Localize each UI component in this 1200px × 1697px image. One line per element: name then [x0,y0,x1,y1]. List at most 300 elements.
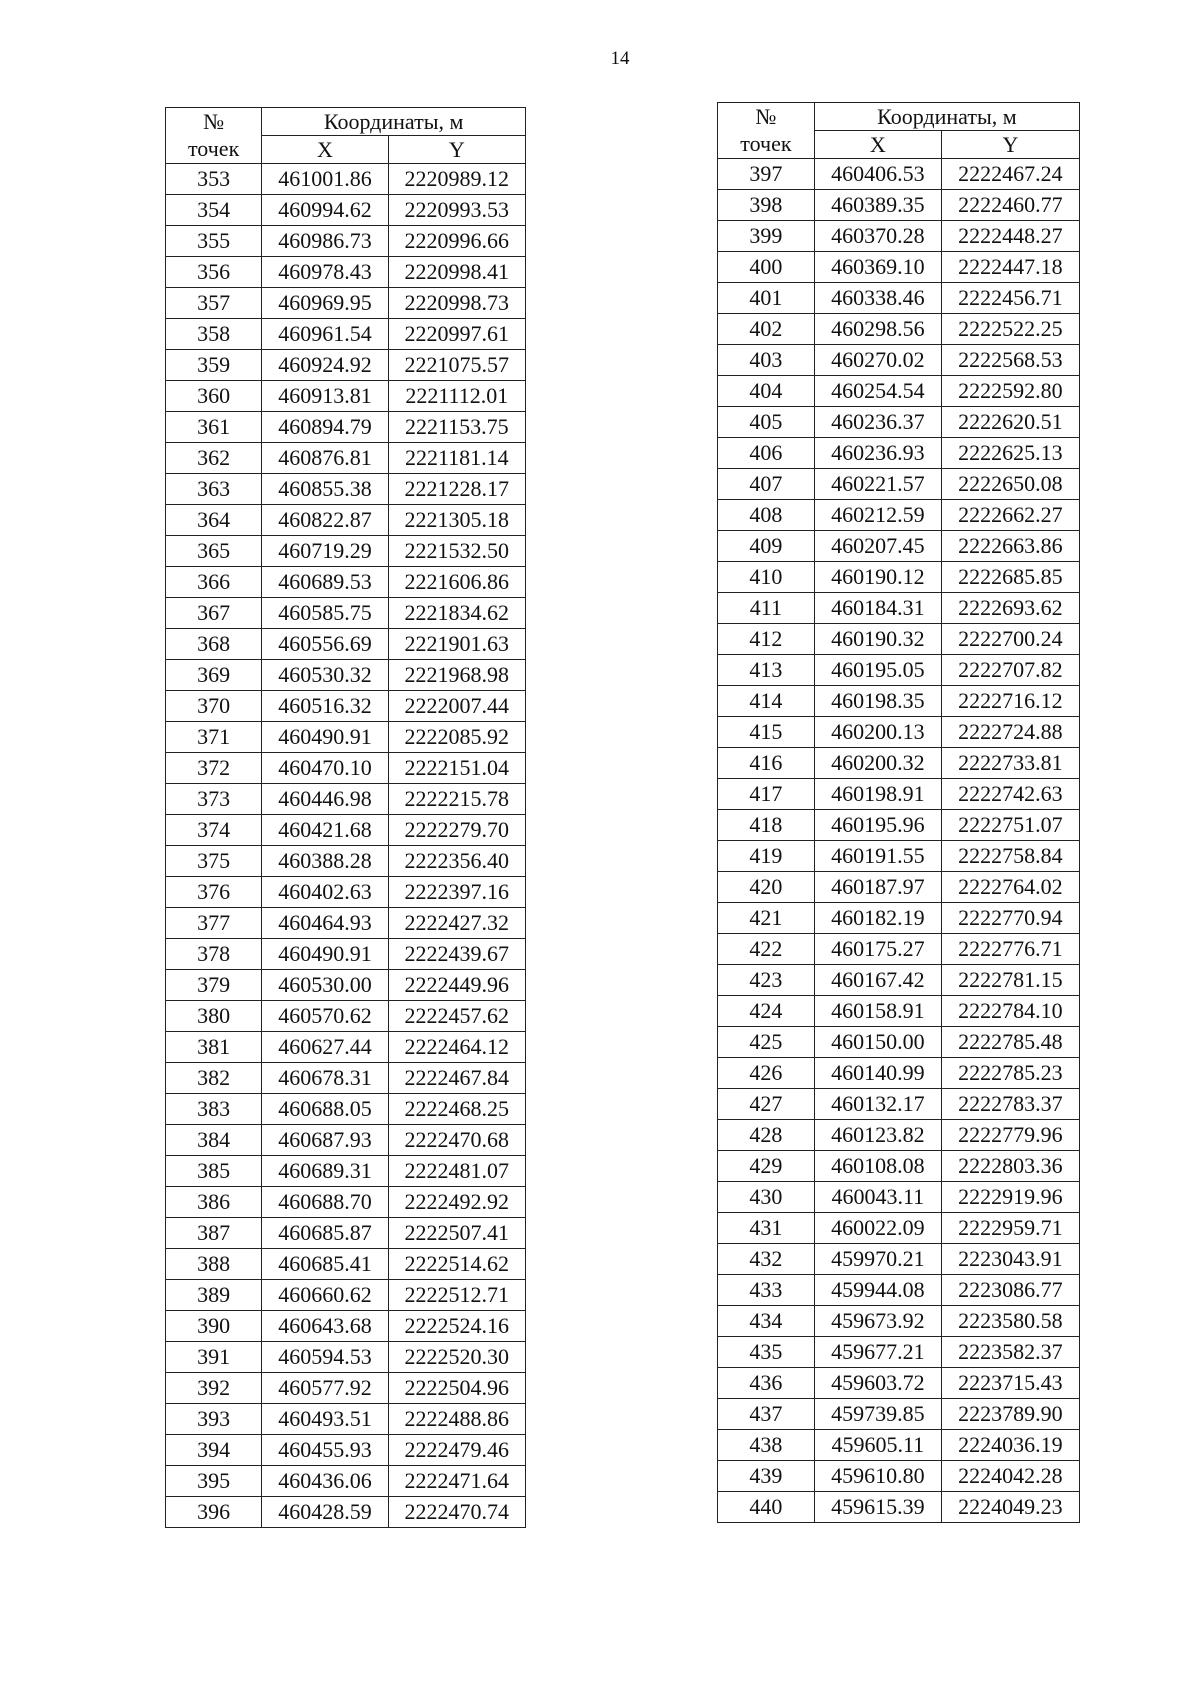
table-row [166,939,526,970]
y-header: Y [941,131,1079,159]
point-number-cell: 359 [166,350,262,381]
table-row [718,841,1080,872]
point-number-cell: 386 [166,1187,262,1218]
y-coordinate-cell: 2221834.62 [388,598,525,629]
point-number-cell: 435 [718,1337,815,1368]
y-coordinate-cell: 2222507.41 [388,1218,525,1249]
point-number-cell: 409 [718,531,815,562]
y-coordinate-cell: 2222504.96 [388,1373,525,1404]
x-coordinate-cell: 460043.11 [814,1182,941,1213]
table-row [166,381,526,412]
x-coordinate-cell: 460132.17 [814,1089,941,1120]
point-number-cell: 360 [166,381,262,412]
x-coordinate-cell: 460338.46 [814,283,941,314]
point-number-cell: 394 [166,1435,262,1466]
x-coordinate-cell: 460986.73 [262,226,388,257]
table-row [718,903,1080,934]
coordinates-header: Координаты, м [814,103,1079,131]
x-coordinate-cell: 460455.93 [262,1435,388,1466]
table-row [718,1461,1080,1492]
coordinates-header: Координаты, м [262,108,526,136]
table-row [166,877,526,908]
y-coordinate-cell: 2220993.53 [388,195,525,226]
y-coordinate-cell: 2222479.46 [388,1435,525,1466]
y-coordinate-cell: 2222449.96 [388,970,525,1001]
x-coordinate-cell: 460190.12 [814,562,941,593]
y-coordinate-cell: 2222620.51 [941,407,1079,438]
table-row [718,1182,1080,1213]
y-coordinate-cell: 2223789.90 [941,1399,1079,1430]
table-row [166,288,526,319]
point-number-cell: 378 [166,939,262,970]
y-coordinate-cell: 2222085.92 [388,722,525,753]
table-row [718,1368,1080,1399]
table-row [166,412,526,443]
x-coordinate-cell: 460195.96 [814,810,941,841]
table-row [166,1032,526,1063]
y-coordinate-cell: 2222685.85 [941,562,1079,593]
x-coordinate-cell: 460556.69 [262,629,388,660]
y-coordinate-cell: 2222663.86 [941,531,1079,562]
y-coordinate-cell: 2221075.57 [388,350,525,381]
table-row [166,1187,526,1218]
y-coordinate-cell: 2223086.77 [941,1275,1079,1306]
y-coordinate-cell: 2223582.37 [941,1337,1079,1368]
x-coordinate-cell: 459615.39 [814,1492,941,1523]
y-coordinate-cell: 2222785.23 [941,1058,1079,1089]
x-coordinate-cell: 460530.32 [262,660,388,691]
x-coordinate-cell: 459603.72 [814,1368,941,1399]
x-coordinate-cell: 460516.32 [262,691,388,722]
point-number-cell: 390 [166,1311,262,1342]
x-coordinate-cell: 460236.37 [814,407,941,438]
y-coordinate-cell: 2223043.91 [941,1244,1079,1275]
x-coordinate-cell: 460961.54 [262,319,388,350]
x-coordinate-cell: 460388.28 [262,846,388,877]
y-coordinate-cell: 2222470.74 [388,1497,525,1528]
table-row [166,536,526,567]
table-row [166,908,526,939]
y-coordinate-cell: 2220998.41 [388,257,525,288]
point-number-cell: 383 [166,1094,262,1125]
table-row [718,283,1080,314]
x-coordinate-cell: 460200.32 [814,748,941,779]
y-coordinate-cell: 2222356.40 [388,846,525,877]
table-row [166,598,526,629]
y-coordinate-cell: 2222460.77 [941,190,1079,221]
point-number-cell: 377 [166,908,262,939]
x-coordinate-cell: 460167.42 [814,965,941,996]
table-row [166,319,526,350]
table-row [718,1058,1080,1089]
table-row [718,438,1080,469]
point-number-cell: 374 [166,815,262,846]
point-number-cell: 367 [166,598,262,629]
x-coordinate-cell: 460158.91 [814,996,941,1027]
y-coordinate-cell: 2222803.36 [941,1151,1079,1182]
table-row [718,996,1080,1027]
table-row [166,629,526,660]
y-coordinate-cell: 2221606.86 [388,567,525,598]
table-row [166,257,526,288]
x-coordinate-cell: 460490.91 [262,939,388,970]
x-coordinate-cell: 460389.35 [814,190,941,221]
table-row [166,1001,526,1032]
table-row [718,1213,1080,1244]
table-row [718,1244,1080,1275]
point-number-cell: 422 [718,934,815,965]
x-coordinate-cell: 460187.97 [814,872,941,903]
point-number-cell: 388 [166,1249,262,1280]
y-coordinate-cell: 2224042.28 [941,1461,1079,1492]
point-number-label: точек [166,136,262,164]
x-coordinate-cell: 460689.53 [262,567,388,598]
table-row [166,753,526,784]
x-coordinate-cell: 460577.92 [262,1373,388,1404]
point-number-cell: 361 [166,412,262,443]
y-coordinate-cell: 2220997.61 [388,319,525,350]
point-number-cell: 400 [718,252,815,283]
x-coordinate-cell: 460678.31 [262,1063,388,1094]
x-coordinate-cell: 460969.95 [262,288,388,319]
table-row [718,531,1080,562]
table-row [166,1342,526,1373]
table-row [166,195,526,226]
y-coordinate-cell: 2221305.18 [388,505,525,536]
y-coordinate-cell: 2222781.15 [941,965,1079,996]
x-coordinate-cell: 460406.53 [814,159,941,190]
x-coordinate-cell: 460894.79 [262,412,388,443]
y-coordinate-cell: 2223580.58 [941,1306,1079,1337]
point-number-cell: 402 [718,314,815,345]
x-coordinate-cell: 460570.62 [262,1001,388,1032]
table-row [166,1063,526,1094]
x-coordinate-cell: 460530.00 [262,970,388,1001]
point-number-cell: 355 [166,226,262,257]
y-coordinate-cell: 2222468.25 [388,1094,525,1125]
x-coordinate-cell: 459673.92 [814,1306,941,1337]
x-coordinate-cell: 460688.05 [262,1094,388,1125]
y-coordinate-cell: 2221112.01 [388,381,525,412]
point-number-cell: 353 [166,164,262,195]
y-coordinate-cell: 2222779.96 [941,1120,1079,1151]
y-coordinate-cell: 2222764.02 [941,872,1079,903]
point-number-cell: 425 [718,1027,815,1058]
point-number-cell: 429 [718,1151,815,1182]
x-coordinate-cell: 460369.10 [814,252,941,283]
point-number-cell: 398 [718,190,815,221]
y-coordinate-cell: 2222751.07 [941,810,1079,841]
x-coordinate-cell: 460464.93 [262,908,388,939]
point-number-cell: 368 [166,629,262,660]
y-coordinate-cell: 2222470.68 [388,1125,525,1156]
point-number-label: точек [718,131,815,159]
y-coordinate-cell: 2222524.16 [388,1311,525,1342]
y-coordinate-cell: 2222488.86 [388,1404,525,1435]
point-number-cell: 403 [718,345,815,376]
table-row [166,1280,526,1311]
table-row [718,965,1080,996]
x-coordinate-cell: 460627.44 [262,1032,388,1063]
x-coordinate-cell: 459944.08 [814,1275,941,1306]
table-row [166,505,526,536]
x-coordinate-cell: 460978.43 [262,257,388,288]
y-coordinate-cell: 2223715.43 [941,1368,1079,1399]
point-number-cell: 380 [166,1001,262,1032]
y-coordinate-cell: 2222007.44 [388,691,525,722]
x-coordinate-cell: 460150.00 [814,1027,941,1058]
point-number-cell: 405 [718,407,815,438]
table-row [718,1120,1080,1151]
y-coordinate-cell: 2222662.27 [941,500,1079,531]
point-number-cell: 357 [166,288,262,319]
x-coordinate-cell: 460685.87 [262,1218,388,1249]
y-coordinate-cell: 2222279.70 [388,815,525,846]
point-number-cell: 389 [166,1280,262,1311]
point-number-cell: 419 [718,841,815,872]
x-coordinate-cell: 460876.81 [262,443,388,474]
y-coordinate-cell: 2222397.16 [388,877,525,908]
y-coordinate-cell: 2222784.10 [941,996,1079,1027]
point-number-cell: 420 [718,872,815,903]
table-row [166,443,526,474]
y-coordinate-cell: 2221153.75 [388,412,525,443]
y-coordinate-cell: 2222733.81 [941,748,1079,779]
point-number-cell: 436 [718,1368,815,1399]
table-row [166,164,526,195]
x-coordinate-cell: 460207.45 [814,531,941,562]
y-coordinate-cell: 2222592.80 [941,376,1079,407]
x-coordinate-cell: 460200.13 [814,717,941,748]
y-coordinate-cell: 2222215.78 [388,784,525,815]
table-row [166,1125,526,1156]
table-row [718,314,1080,345]
point-number-cell: 432 [718,1244,815,1275]
point-number-cell: 356 [166,257,262,288]
table-row [166,1156,526,1187]
x-coordinate-cell: 460421.68 [262,815,388,846]
point-number-cell: 385 [166,1156,262,1187]
table-row [166,691,526,722]
point-number-cell: 365 [166,536,262,567]
point-number-cell: 354 [166,195,262,226]
table-row [166,1497,526,1528]
point-number-cell: 423 [718,965,815,996]
point-number-cell: 433 [718,1275,815,1306]
point-number-cell: 369 [166,660,262,691]
point-number-cell: 392 [166,1373,262,1404]
table-row [718,376,1080,407]
y-coordinate-cell: 2222492.92 [388,1187,525,1218]
point-number-cell: 411 [718,593,815,624]
table-row [718,1027,1080,1058]
table-row [166,815,526,846]
y-coordinate-cell: 2222464.12 [388,1032,525,1063]
point-number-cell: 416 [718,748,815,779]
point-number-cell: 434 [718,1306,815,1337]
table-row [718,593,1080,624]
table-row [718,1399,1080,1430]
x-coordinate-cell: 460994.62 [262,195,388,226]
point-number-cell: 379 [166,970,262,1001]
point-number-cell: 373 [166,784,262,815]
table-row [718,1089,1080,1120]
y-coordinate-cell: 2222512.71 [388,1280,525,1311]
y-coordinate-cell: 2222776.71 [941,934,1079,965]
y-coordinate-cell: 2222693.62 [941,593,1079,624]
table-row [166,1094,526,1125]
y-coordinate-cell: 2222427.32 [388,908,525,939]
point-number-cell: 437 [718,1399,815,1430]
table-row [718,190,1080,221]
x-coordinate-cell: 460198.35 [814,686,941,717]
table-row [166,1466,526,1497]
x-coordinate-cell: 460490.91 [262,722,388,753]
table-row [166,1218,526,1249]
table-row [718,1151,1080,1182]
y-coordinate-cell: 2222481.07 [388,1156,525,1187]
table-row [166,660,526,691]
page-number: 14 [610,48,630,69]
x-coordinate-cell: 460913.81 [262,381,388,412]
y-coordinate-cell: 2222520.30 [388,1342,525,1373]
point-number-cell: 414 [718,686,815,717]
point-number-cell: 399 [718,221,815,252]
point-number-cell: 387 [166,1218,262,1249]
table-row [166,567,526,598]
point-number-cell: 418 [718,810,815,841]
point-number-cell: 391 [166,1342,262,1373]
table-row [166,1311,526,1342]
point-number-cell: 428 [718,1120,815,1151]
x-coordinate-cell: 460687.93 [262,1125,388,1156]
y-coordinate-cell: 2222448.27 [941,221,1079,252]
y-coordinate-cell: 2221181.14 [388,443,525,474]
table-row [718,717,1080,748]
table-row [718,655,1080,686]
point-number-cell: 424 [718,996,815,1027]
table-row [166,722,526,753]
x-coordinate-cell: 460689.31 [262,1156,388,1187]
point-number-cell: 410 [718,562,815,593]
y-coordinate-cell: 2222439.67 [388,939,525,970]
x-coordinate-cell: 460370.28 [814,221,941,252]
x-coordinate-cell: 460643.68 [262,1311,388,1342]
point-number-cell: 440 [718,1492,815,1523]
x-coordinate-cell: 460022.09 [814,1213,941,1244]
y-coordinate-cell: 2220996.66 [388,226,525,257]
table-row [166,1404,526,1435]
y-coordinate-cell: 2222522.25 [941,314,1079,345]
coordinates-table-right [717,102,1080,1523]
point-number-symbol: № [166,108,262,136]
point-number-cell: 376 [166,877,262,908]
y-coordinate-cell: 2220989.12 [388,164,525,195]
x-coordinate-cell: 460428.59 [262,1497,388,1528]
x-coordinate-cell: 460688.70 [262,1187,388,1218]
point-number-cell: 362 [166,443,262,474]
x-coordinate-cell: 460822.87 [262,505,388,536]
x-coordinate-cell: 460470.10 [262,753,388,784]
table-row [718,500,1080,531]
x-coordinate-cell: 460270.02 [814,345,941,376]
x-coordinate-cell: 460191.55 [814,841,941,872]
point-number-cell: 363 [166,474,262,505]
y-coordinate-cell: 2222471.64 [388,1466,525,1497]
point-number-cell: 366 [166,567,262,598]
point-number-cell: 370 [166,691,262,722]
y-coordinate-cell: 2222758.84 [941,841,1079,872]
y-coordinate-cell: 2222514.62 [388,1249,525,1280]
point-number-cell: 396 [166,1497,262,1528]
y-coordinate-cell: 2222919.96 [941,1182,1079,1213]
point-number-cell: 427 [718,1089,815,1120]
table-row [166,784,526,815]
x-coordinate-cell: 460184.31 [814,593,941,624]
table-row [166,1435,526,1466]
table-row [718,934,1080,965]
x-coordinate-cell: 460254.54 [814,376,941,407]
table-row [166,846,526,877]
table-row [166,970,526,1001]
table-row [718,252,1080,283]
x-coordinate-cell: 460594.53 [262,1342,388,1373]
table-row [718,159,1080,190]
x-coordinate-cell: 460436.06 [262,1466,388,1497]
x-coordinate-cell: 460236.93 [814,438,941,469]
x-coordinate-cell: 459739.85 [814,1399,941,1430]
y-coordinate-cell: 2222447.18 [941,252,1079,283]
y-coordinate-cell: 2222457.62 [388,1001,525,1032]
y-header: Y [388,136,525,164]
x-header: X [262,136,388,164]
x-coordinate-cell: 459677.21 [814,1337,941,1368]
y-coordinate-cell: 2221532.50 [388,536,525,567]
point-number-cell: 431 [718,1213,815,1244]
point-number-cell: 395 [166,1466,262,1497]
x-coordinate-cell: 460221.57 [814,469,941,500]
y-coordinate-cell: 2222650.08 [941,469,1079,500]
point-number-cell: 438 [718,1430,815,1461]
point-number-symbol: № [718,103,815,131]
x-coordinate-cell: 460685.41 [262,1249,388,1280]
x-coordinate-cell: 460195.05 [814,655,941,686]
y-coordinate-cell: 2222568.53 [941,345,1079,376]
y-coordinate-cell: 2221968.98 [388,660,525,691]
y-coordinate-cell: 2222770.94 [941,903,1079,934]
point-number-cell: 404 [718,376,815,407]
point-number-cell: 426 [718,1058,815,1089]
table-row [718,872,1080,903]
point-number-cell: 381 [166,1032,262,1063]
y-coordinate-cell: 2224036.19 [941,1430,1079,1461]
x-coordinate-cell: 460175.27 [814,934,941,965]
point-number-cell: 421 [718,903,815,934]
x-coordinate-cell: 460123.82 [814,1120,941,1151]
table-row [718,810,1080,841]
table-row [166,1373,526,1404]
y-coordinate-cell: 2222456.71 [941,283,1079,314]
table-row [718,345,1080,376]
table-row [718,407,1080,438]
x-header: X [814,131,941,159]
table-row [718,1337,1080,1368]
point-number-cell: 372 [166,753,262,784]
y-coordinate-cell: 2222716.12 [941,686,1079,717]
x-coordinate-cell: 460402.63 [262,877,388,908]
point-number-cell: 406 [718,438,815,469]
y-coordinate-cell: 2222625.13 [941,438,1079,469]
